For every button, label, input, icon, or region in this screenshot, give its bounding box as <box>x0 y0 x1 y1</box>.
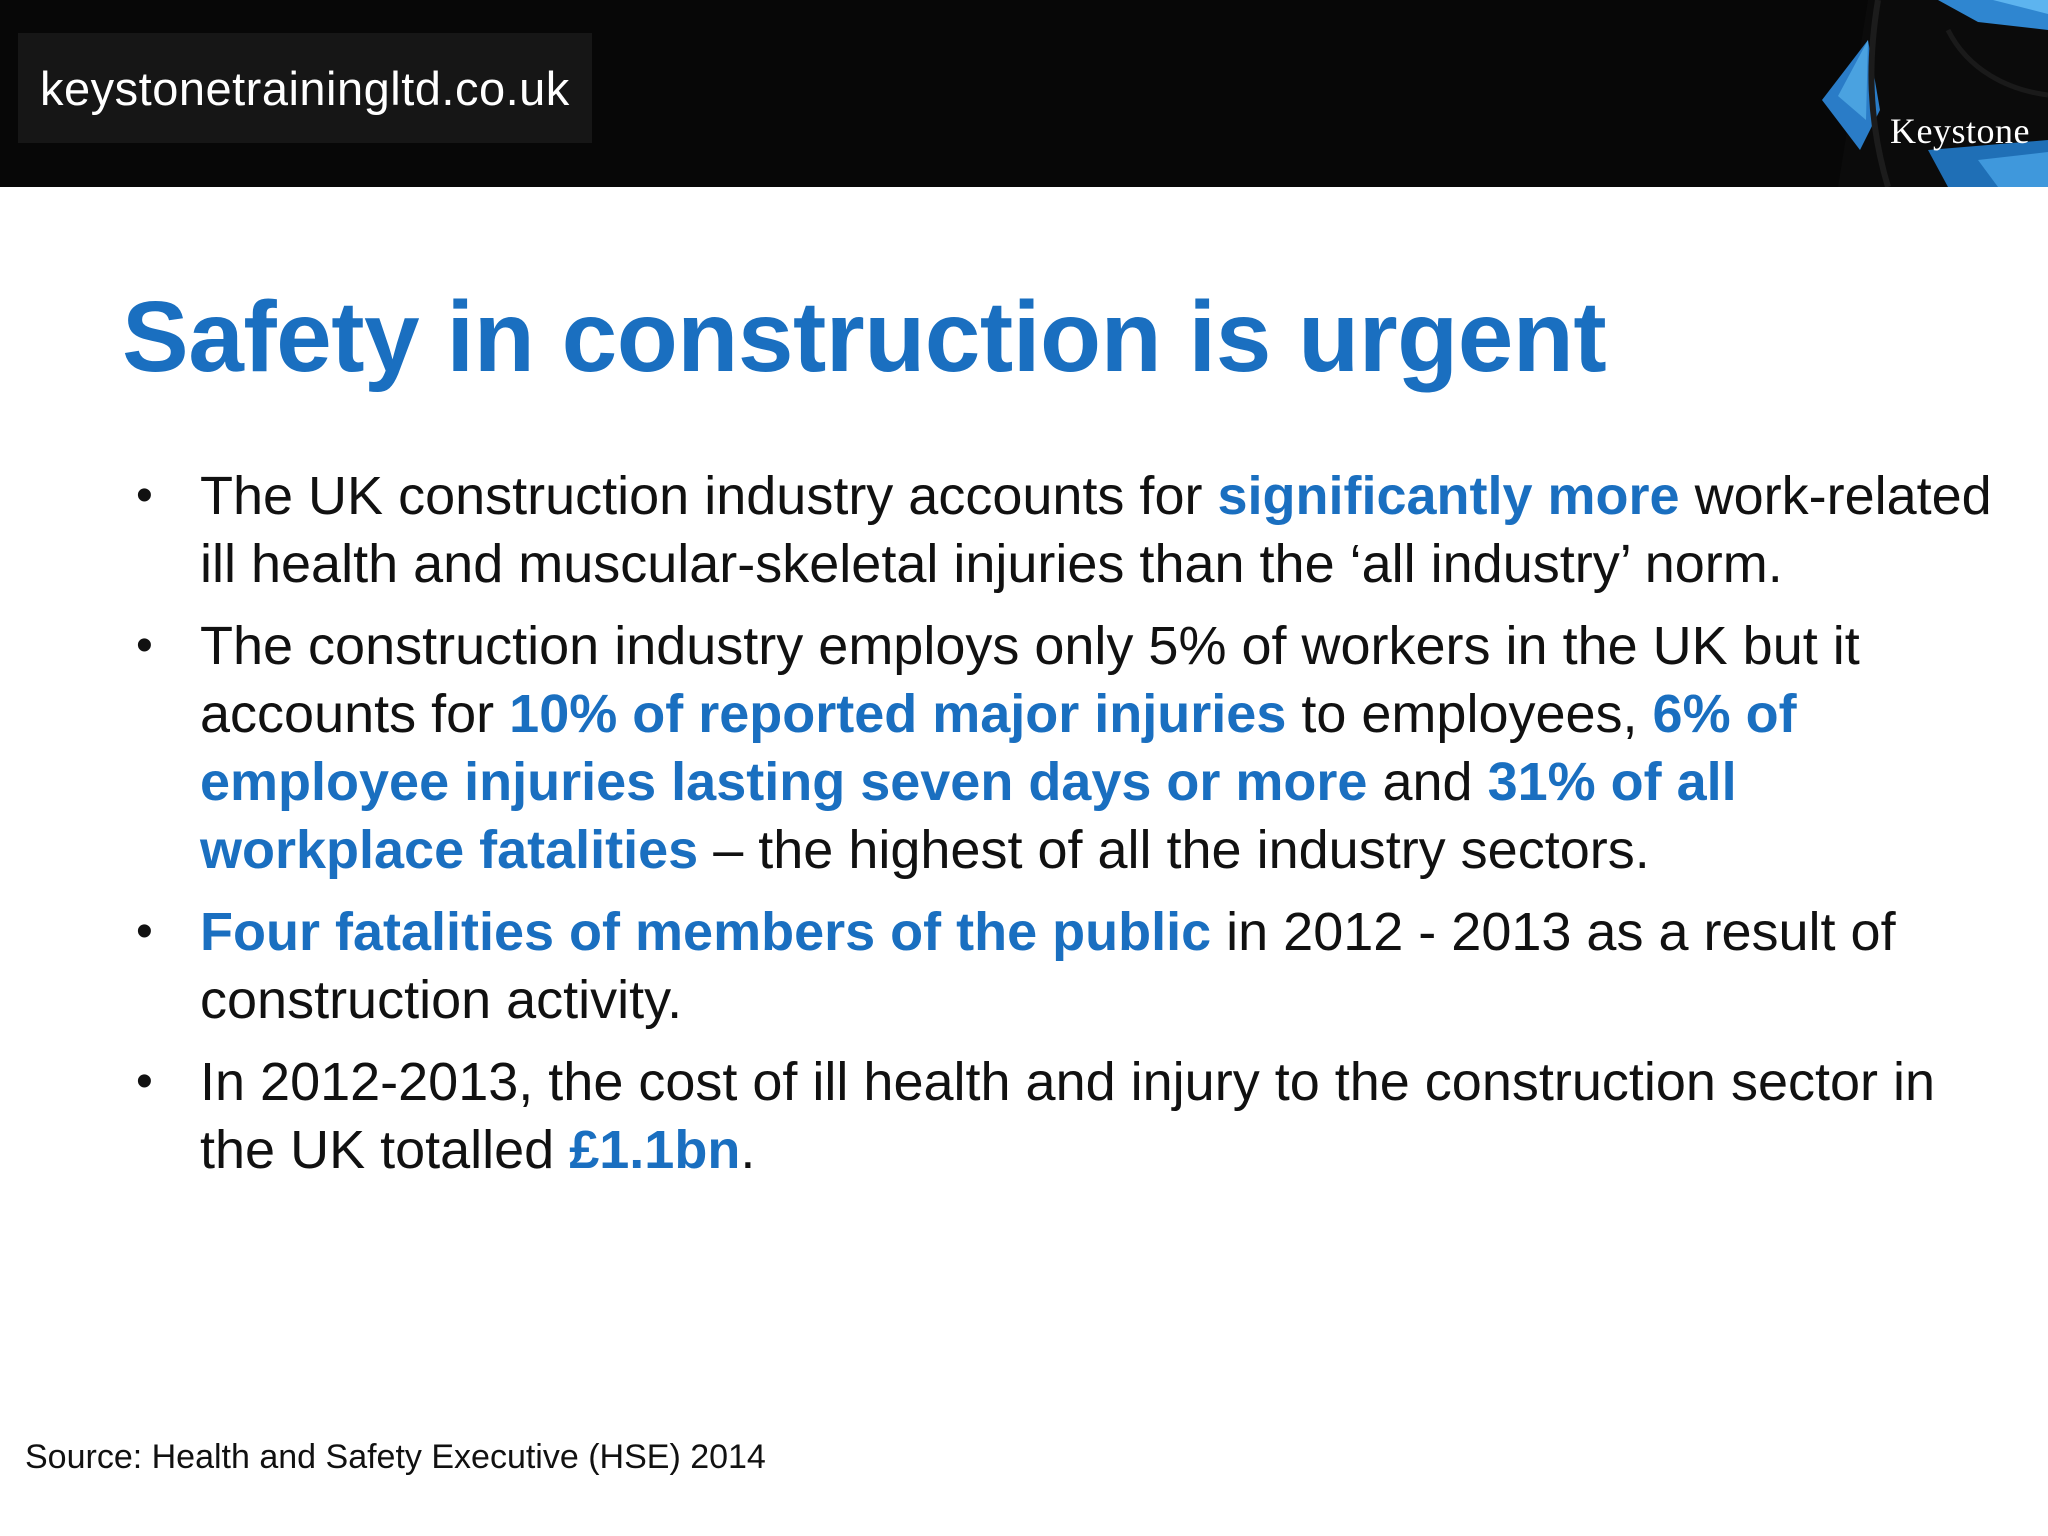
bullet-3-highlight-1: Four fatalities of members of the public <box>200 902 1212 962</box>
bullet-2-text-3: and <box>1367 752 1488 812</box>
keystone-logo <box>1808 0 2048 187</box>
bullet-2-highlight-2: 6% of employee injuries lasting seven days or more <box>200 684 1797 812</box>
bullet-2-highlight-1: 10% of reported major injuries <box>509 684 1287 744</box>
bullet-item-2 <box>130 612 2000 884</box>
bullet-item-3 <box>130 898 2000 1034</box>
bullet-4-text-1: In 2012-2013, the cost of ill health and injury to the construction sector in the UK totalled <box>200 1052 1936 1180</box>
bullet-2-text-4: – the highest of all the industry sectors. <box>698 820 1650 880</box>
bullet-list <box>130 462 2000 1198</box>
bullet-4-highlight-1: £1.1bn <box>569 1120 741 1180</box>
bullet-1-highlight-1: significantly more <box>1217 466 1680 526</box>
keystone-logo-text: Keystone <box>1890 111 2030 151</box>
site-url-box <box>18 33 592 143</box>
bullet-1-text-2: work-related ill health and muscular-skeletal injuries than the ‘all industry’ norm. <box>200 466 1992 594</box>
bullet-item-4 <box>130 1048 2000 1184</box>
bullet-3-text-1: in 2012 - 2013 as a result of construction activity. <box>200 902 1896 1030</box>
bullet-dot-icon: • <box>136 619 153 672</box>
bullet-dot-icon: • <box>136 905 153 958</box>
bullet-4-text-2: . <box>740 1120 756 1180</box>
header-bar <box>0 0 2048 187</box>
keystone-logo-graphic <box>1808 0 2048 187</box>
bullet-2-highlight-3: 31% of all workplace fatalities <box>200 752 1737 880</box>
bullet-2-text-2: to employees, <box>1286 684 1653 744</box>
bullet-dot-icon: • <box>136 1055 153 1108</box>
bullet-1-text-1: The UK construction industry accounts for <box>200 466 1218 526</box>
page-title: Safety in construction is urgent <box>122 281 1607 393</box>
bullet-item-1 <box>130 462 2000 598</box>
source-citation: Source: Health and Safety Executive (HSE) 2014 <box>25 1438 766 1476</box>
bullet-dot-icon: • <box>136 469 153 522</box>
site-url[interactable]: keystonetrainingltd.co.uk <box>40 61 570 115</box>
bullet-2-text-1: The construction industry employs only 5% of workers in the UK but it accounts for <box>200 616 1860 744</box>
